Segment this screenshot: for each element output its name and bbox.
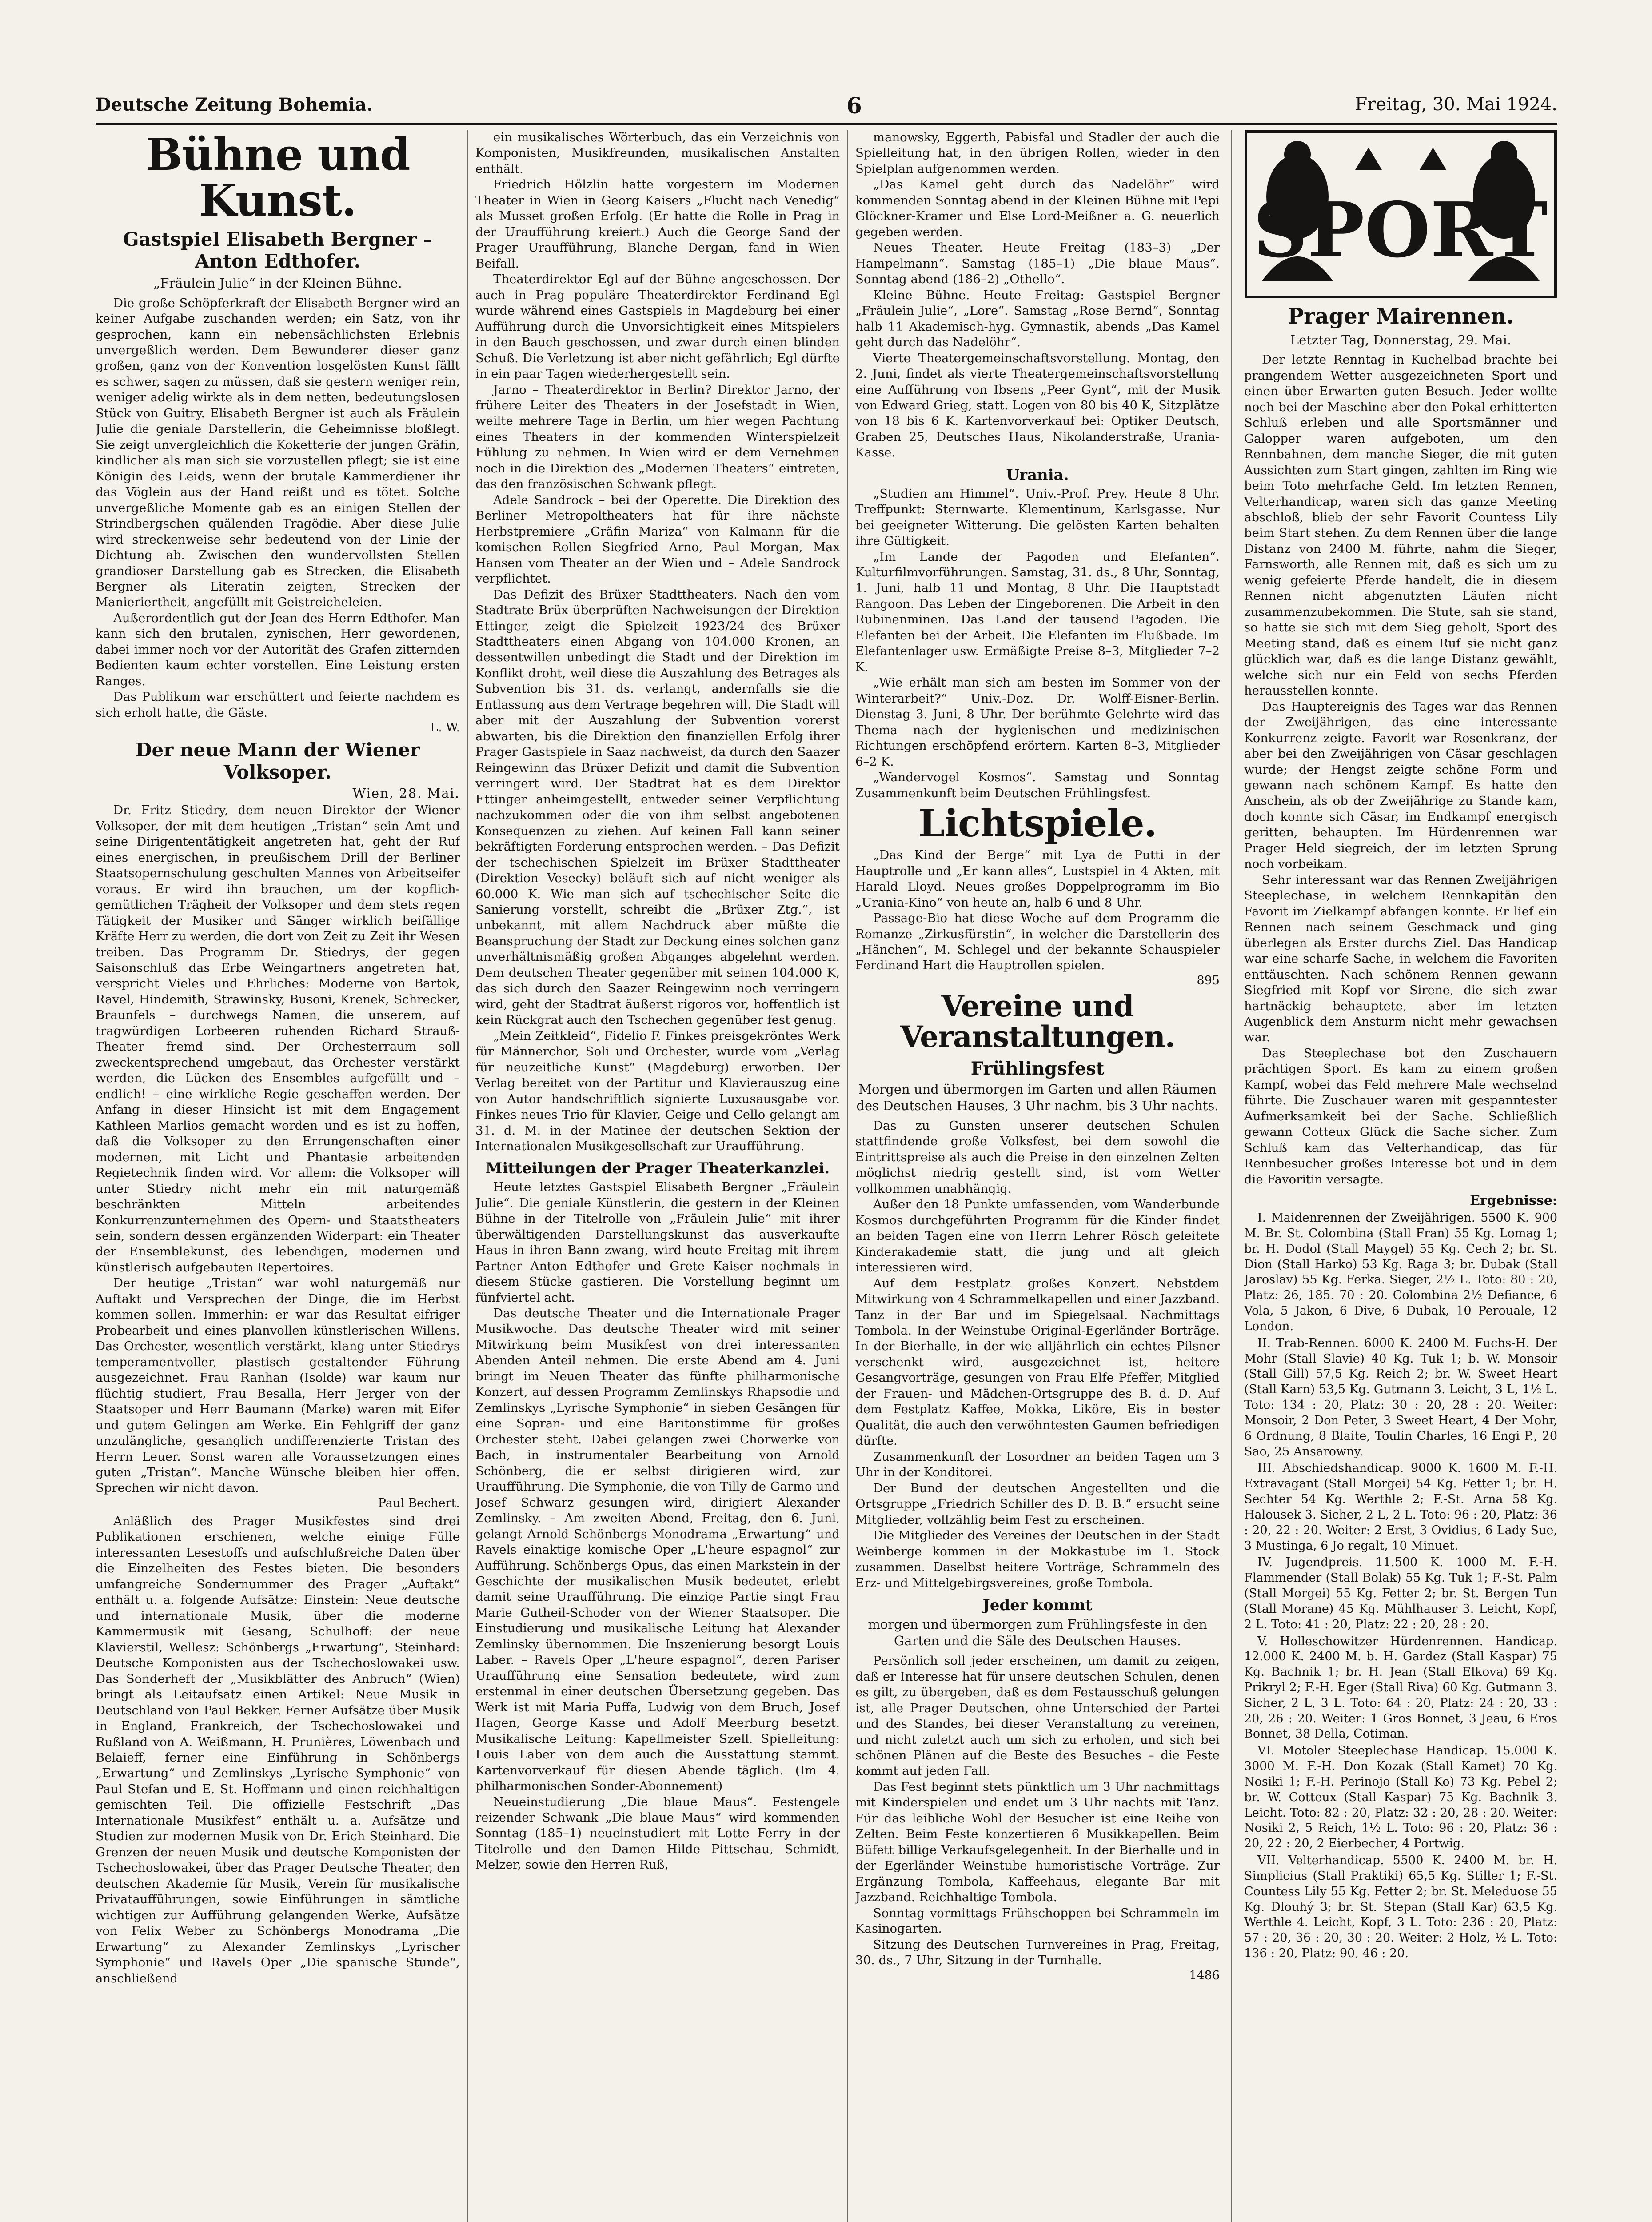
signature: Paul Bechert. [378, 1496, 460, 1510]
paragraph: Neues Theater. Heute Freitag (183–3) „Der Hampelmann“. Samstag (185–1) „Die blaue Maus“. Sonntag abend (186–2) „Othello“. [855, 240, 1220, 287]
paragraph: Neueinstudierung „Die blaue Maus“. Festengele reizender Schwank „Die blaue Maus“ wird kommenden Sonntag (185–1) neueinstudiert mit Lotte Ferry in der Titelrolle und den Damen Hilde Pittschau, Schmidt, Melzer, sowie den Herren Ruß, [475, 1794, 840, 1872]
paragraph: Das deutsche Theater und die Internationale Prager Musikwoche. Das deutsche Theater wird mit seiner Mitwirkung beim Musikfest von drei interessanten Abenden Anteil nehmen. Die erste Abend am 4. Juni bringt im Neuen Theater das fünfte philharmonische Konzert, auf dessen Programm Zemlinskys Rhapsodie und Zemlinskys „Lyrische Symphonie“ in sieben Gesängen für eine Sopran- und eine Baritonstimme für großes Orchester steht. Dabei gelangen zwei Chorwerke von Bach, in instrumentaler Bearbeitung von Arnold Schönberg, die er selbst dirigieren wird, zur Uraufführung. Die Symphonie, die von Tilly de Garmo und Josef Schwarz gesungen wird, dirigiert Alexander Zemlinsky. – Am zweiten Abend, Freitag, den 6. Juni, gelangt Arnold Schönbergs Monodrama „Erwartung“ und Ravels einaktige komische Oper „L'heure espagnol“ zur Aufführung. Schönbergs Opus, das einen Markstein in der Geschichte der musikalischen Musik bedeutet, erlebt damit seine Uraufführung. Die einzige Partie singt Frau Marie Gutheil-Schoder von der Wiener Staatsoper. Die Einstudierung und musikalische Leitung hat Alexander Zemlinsky übernommen. Die Inszenierung besorgt Louis Laber. – Ravels Oper „L'heure espagnol“, deren Pariser Uraufführung eine Sensation bedeutete, wird zum erstenmal in einer deutschen Übersetzung gegeben. Das Werk ist mit Maria Puffa, Ludwig von dem Bruch, Josef Hagen, George Kasse und Adolf Meerburg besetzt. Musikalische Leitung: Kapellmeister Szell. Spielleitung: Louis Laber von dem auch die Ausstattung stammt. Kartenvorverkauf für diesen Abende täglich. (Im 4. philharmonischen Sonder-Abonnement) [475, 1306, 840, 1794]
paragraph: ein musikalisches Wörterbuch, das ein Verzeichnis von Komponisten, Musikfreunden, musikalischen Anstalten enthält. [475, 130, 840, 176]
page-number: 6 [846, 92, 862, 119]
column-divider [467, 130, 468, 2222]
paragraph: Die Mitglieder des Vereines der Deutschen in der Stadt Weinberge kommen in der Mokkastube im 1. Stock zusammen. Daselbst heitere Vorträge, Schrammeln des Erz- und Mittelgebirgsvereines, große Tombola. [855, 1528, 1220, 1590]
paragraph: Persönlich soll jeder erscheinen, um damit zu zeigen, daß er Interesse hat für unsere deutschen Schulen, denen es gilt, zu übergeben, daß es dem Festausschuß gelungen ist, alle Prager Deutschen, ohne Unterschied der Partei und des Standes, bei dieser Veranstaltung zu vereinen, und nicht zuletzt auch um sich zu erholen, und sich bei schönen Plänen auf die Beste des Besuches – die Feste kommt auf jeden Fall. [855, 1654, 1220, 1778]
paragraph: „Wie erhält man sich am besten im Sommer von der Winterarbeit?“ Univ.-Doz. Dr. Wolff-Eisner-Berlin. Dienstag 3. Juni, 8 Uhr. Der berühmte Gelehrte wird das Thema nach der hygienischen und medizinischen Richtungen erschöpfend erörtern. Karten 8–3, Mitglieder 6–2 K. [855, 675, 1220, 769]
paragraph: Der letzte Renntag in Kuchelbad brachte bei prangendem Wetter ausgezeichneten Sport und einen über Erwarten guten Besuch. Jeder wollte noch bei der Maschine aber den Pokal erhitterten Schluß erleben und alle Sportsmänner und Galopper waren aufgeboten, um den Rennbahnen, dem manche Sieger, die mit guten Aussichten zum Start gingen, zahlten im Ring wie beim Toto mehrfache Geld. Im letzten Rennen, Velterhandicap, waren sich das ganze Meeting abschloß, blieb der sehr Favorit Countess Lily beim Start stehen. Zu dem Rennen über die lange Distanz von 2400 M. führte, nahm die Sieger, Farnsworth, alle Rennen mit, daß es sich um zu wenig gefeierte Pferde handelt, die in diesem Rennen nicht abgenutzten Läufen nicht zusammenzubekommen. Die Stute, sah sie stand, so hatte sie sich mit dem Sieg geholt, Sport des Meeting stand, daß es einem Ruf sie nicht ganz glücklich war, daß es die lange Distanz gewählt, welche sich nur ein Feld von sechs Pferden herausstellen konnte. [1244, 352, 1557, 698]
dateline: Letzter Tag, Donnerstag, 29. Mai. [1290, 332, 1512, 348]
reference-code: 895 [1197, 973, 1220, 987]
section-title: Bühne und Kunst. [145, 130, 410, 226]
paragraph: Der Bund der deutschen Angestellten und die Ortsgruppe „Friedrich Schiller des D. B. B.“ ersucht seine Mitglieder, vollzählig beim Fest zu erscheinen. [855, 1481, 1220, 1527]
paragraph: „Wandervogel Kosmos“. Samstag und Sonntag Zusammenkunft beim Deutschen Frühlingsfest. [855, 770, 1220, 800]
paragraph: Das Fest beginnt stets pünktlich um 3 Uhr nachmittags mit Kinderspielen und endet um 3 Uhr nachts mit Tanz. Für das leibliche Wohl der Besucher ist eine Reihe von Zelten. Beim Feste konzertieren 6 Musikkapellen. Beim Büfett billige Verkaufsgelegenheit. In der Bierhalle und in der Egerländer Weinstube humoristische Vorträge. Zur Ergänzung Tombola, Kaffeehaus, elegante Bar mit Jazzband. Reichhaltige Tombola. [855, 1779, 1220, 1905]
column-4 [1244, 130, 1557, 2222]
column-divider [847, 130, 848, 2222]
race-result: II. Trab-Rennen. 6000 K. 2400 M. Fuchs-H. Der Mohr (Stall Slavie) 40 Kg. Tuk 1; b. W. Monsoir (Stall Gill) 57,5 Kg. Reich 2; br. W. Sweet Heart (Stall Karn) 53,5 Kg. Gutmann 3. Leicht, 3 L, 1½ L. Toto: 134 : 20, Platz: 30 : 20, 28 : 20. Weiter: Monsoir, 2 Don Peter, 3 Sweet Heart, 4 Der Mohr, 6 Ordnung, 8 Blaite, Toulin Charles, 16 Engi P., 20 Sao, 25 Ansarowny. [1244, 1336, 1557, 1459]
race-result: V. Holleschowitzer Hürdenrennen. Handicap. 12.000 K. 2400 M. b. H. Gardez (Stall Kaspar) 75 Kg. Bachnik 1; br. H. Jean (Stall Elkova) 69 Kg. Prikryl 2; F.-H. Eger (Stall Riva) 60 Kg. Gutmann 3. Sicher, 2 L, 3 L. Toto: 64 : 20, Platz: 24 : 20, 33 : 20, 26 : 20. Weiter: 1 Gros Bonnet, 3 Jeau, 6 Eros Bonnet, 38 Della, Cotiman. [1244, 1634, 1557, 1741]
paragraph: Außerordentlich gut der Jean des Herrn Edthofer. Man kann sich den brutalen, zynischen, Herr gewordenen, dabei immer noch vor der Autorität des Grafen zitternden Bedienten kaum echter vorstellen. Eine Leistung ersten Ranges. [96, 611, 460, 688]
paragraph: Passage-Bio hat diese Woche auf dem Programm die Romanze „Zirkusfürstin“, in welcher die Darstellerin des „Hänchen“, M. Schlegel und der bekannte Schauspieler Ferdinand Hart die Hauptrollen spielen. [855, 911, 1220, 973]
subsection-heading: Mitteilungen der Prager Theaterkanzlei. [485, 1159, 830, 1178]
paper-name: Deutsche Zeitung Bohemia. [96, 94, 373, 115]
column-divider [1231, 130, 1232, 2222]
paragraph: „Das Kind der Berge“ mit Lya de Putti in der Hauptrolle und „Er kann alles“, Lustspiel in 4 Akten, mit Harald Lloyd. Neues großes Doppelprogramm im Bio „Urania-Kino“ von heute an, halb 6 und 8 Uhr. [855, 848, 1220, 910]
paragraph: Das Publikum war erschüttert und feierte nachdem es sich erholt hatte, die Gäste. [96, 690, 460, 720]
article-deck: morgen und übermorgen zum Frühlingsfeste in den Garten und die Säle des Deutschen Hauses. [868, 1616, 1207, 1649]
paragraph: Das Hauptereignis des Tages war das Rennen der Zweijährigen, das eine interessante Konkurrenz zeigte. Favorit war Rosenkranz, der aber bei den Zweijährigen von Cäsar geschlagen wurde; der Hengst zeigte schöne Form und gewann nach schönem Kampf. Es hatte den Anschein, als ob der Zweijährige zu Stande kam, doch konnte sich Cäsar, im Endkampf energisch geritten, behaupten. Im Hürdenrennen war Prager Held siegreich, der im letzten Sprung noch vorbeikam. [1244, 699, 1557, 871]
paragraph: „Mein Zeitkleid“, Fidelio F. Finkes preisgekröntes Werk für Männerchor, Soli und Orchester, wurde vom „Verlag für neuzeitliche Kunst“ (Magdeburg) erworben. Der Verlag bereitet von der Partitur und Klavierauszug eine von Autor handschriftlich signierte Luxusausgabe vor. Finkes neues Trio für Klavier, Geige und Cello gelangt am 31. d. M. in der Matinee der deutschen Sektion der Internationalen Musikgesellschaft zur Uraufführung. [475, 1028, 840, 1153]
paragraph: Der heutige „Tristan“ war wohl naturgemäß nur Auftakt und Versprechen der Dinge, die im Herbst kommen sollen. Immerhin: er war das Resultat eifriger Probearbeit und eines planvollen künstlerischen Willens. Das Orchester, wesentlich verstärkt, klang unter Stiedrys temperamentvoller, plastisch gestaltender Führung ausgezeichnet. Frau Ranhan (Isolde) war kaum nur flüchtig studiert, Frau Besalla, Herr Jerger von der Staatsoper und Herr Baumann (Marke) waren mit Eifer und gutem Gelingen am Werke. Ein Fehlgriff der ganz unzulängliche, gesanglich undifferenzierte Tristan des Herrn Leuer. Sonst waren alle Voraussetzungen eines guten „Tristan“. Manche Wünsche bleiben hier offen. Sprechen wir nicht davon. [96, 1276, 460, 1495]
subsection-heading: Urania. [1006, 466, 1069, 484]
race-results [1244, 1211, 1557, 1962]
paragraph: Sehr interessant war das Rennen Zweijährigen Steeplechase, in welchem Rennkapitän den Favorit im Zielkampf abfangen konnte. Er lief ein Rennen nach seinem Geschmack und ging überlegen als Erster durchs Ziel. Das Handicap war eine scharfe Sache, in welchem die Favoriten enttäuschten. Nach schönem Rennen gewann Siegfried mit Kopf vor Sirene, die sich zwar hartnäckig behauptete, aber im letzten Augenblick dem Ansturm nicht mehr gewachsen war. [1244, 872, 1557, 1045]
column-1 [96, 130, 460, 2222]
banner-lettering: SPORT [1253, 186, 1548, 275]
paragraph: Das Steeplechase bot den Zuschauern prächtigen Sport. Es kam zu einem großen Kampf, wobei das Feld mehrere Male wechselnd führte. Die Zuschauer waren mit gespanntester Aufmerksamkeit bei der Sache. Schließlich gewann Cotteux Glück die Sache sicher. Zum Schluß kam das Velterhandicap, das für Rennbesucher großes Interesse bot und in dem die Favoritin versagte. [1244, 1046, 1557, 1187]
paragraph: Sitzung des Deutschen Turnvereines in Prag, Freitag, 30. ds., 7 Uhr, Sitzung in der Turnhalle. [855, 1937, 1220, 1968]
paragraph: Vierte Theatergemeinschaftsvorstellung. Montag, den 2. Juni, findet als vierte Theatergemeinschaftsvorstellung eine Aufführung von Ibsens „Peer Gynt“, mit der Musik von Edward Grieg, statt. Logen von 80 bis 40 K, Sitzplätze von 18 bis 6 K. Kartenvorverkauf bei: Optiker Deutsch, Graben 25, Deutsches Haus, Nikolanderstraße, Urania-Kasse. [855, 351, 1220, 460]
paragraph: Dr. Fritz Stiedry, dem neuen Direktor der Wiener Volksoper, der mit dem heutigen „Tristan“ sein Amt und seine Dirigententätigkeit angetreten hat, geht der Ruf eines energischen, in preußischem Drill der Berliner Staatsopernschulung geschulten Mannes von Arbeitseifer voraus. Er wird ihn brauchen, um der kopflich-gemütlichen Trägheit der Volksoper und dem stets regen Tätigkeit der Musiker und Sänger wirklich beifällige Kräfte Herr zu werden, die dort von Zeit zu Zeit ihr Wesen treiben. Das Programm Dr. Stiedrys, der gegen Saisonschluß das Erbe Weingartners angetreten hat, verspricht Vieles und Ehrliches: Moderne von Bartok, Ravel, Hindemith, Strawinsky, Busoni, Krenek, Schrecker, Braunfels – durchwegs Namen, die unserem, auf tragwürdigen Lorbeeren ruhenden Richard Strauß-Theater fremd sind. Der Orchesterraum soll zweckentsprechend umgebaut, das Orchester verstärkt werden, die Lücken des Ensembles aufgefüllt und – endlich! – eine wirkliche Regie geschaffen werden. Der Anfang in dieser Hinsicht ist mit dem Engagement Kathleen Marlios gemacht worden und es ist zu hoffen, daß die Volksoper zu den Errungenschaften einer modernen, mit Licht und Phantasie arbeitenden Regietechnik finden wird. Vor allem: die Volksoper will unter Stiedry nicht mehr ein mit naturgemäß beschränkten Mitteln arbeitendes Konkurrenzunternehmen des Opern- und Staatstheaters sein, sondern dessen ergänzenden Widerpart: ein Theater der Ensemblekunst, des lebendigen, modernen und künstlerisch aufgebauten Repertoires. [96, 803, 460, 1275]
paragraph: Friedrich Hölzlin hatte vorgestern im Modernen Theater in Wien in Georg Kaisers „Flucht nach Venedig“ als Musset großen Erfolg. (Er hatte die Rolle in Prag in der Uraufführung kreiert.) Auch die George Sand der Prager Uraufführung, Blanche Dergan, fand in Wien Beifall. [475, 177, 840, 271]
article-deck: Morgen und übermorgen im Garten und allen Räumen des Deutschen Hauses, 3 Uhr nachm. bis 3 Uhr nachts. [856, 1081, 1219, 1114]
paragraph: Heute letztes Gastspiel Elisabeth Bergner „Fräulein Julie“. Die geniale Künstlerin, die gestern in der Kleinen Bühne in der Titelrolle von „Fräulein Julie“ mit ihrer überwältigenden Darstellungskunst das ausverkaufte Haus in ihren Bann zwang, wird heute Freitag mit ihrem Partner Anton Edthofer und Grete Kaiser nochmals in diesem Stücke gastieren. Die Vorstellung beginnt um fünfviertel acht. [475, 1180, 840, 1305]
reference-code: 1486 [1189, 1968, 1220, 1982]
paragraph: Das zu Gunsten unserer deutschen Schulen stattfindende große Volksfest, bei dem sowohl die Eintrittspreise als auch die Preise in den einzelnen Zelten möglichst niedrig gestellt sind, ist vom Wetter vollkommen unabhängig. [855, 1118, 1220, 1196]
results-heading: Ergebnisse: [1470, 1193, 1557, 1209]
paragraph: Kleine Bühne. Heute Freitag: Gastspiel Bergner „Fräulein Julie“, „Lore“. Samstag „Rose Bernd“, Sonntag halb 11 Akademisch-hyg. Gymnastik, abends „Das Kamel geht durch das Nadelöhr“. [855, 288, 1220, 350]
issue-date: Freitag, 30. Mai 1924. [1355, 94, 1557, 115]
header-rule [96, 123, 1557, 125]
paragraph: Das Defizit des Brüxer Stadttheaters. Nach den vom Stadtrate Brüx überprüften Nachweisungen der Direktion Ettinger, zeigt die Spielzeit 1923/24 des Brüxer Stadttheaters einen Abgang von 104.000 Kronen, an dessentwillen unbedingt die Stadt und der Direktion im Konflikt droht, weil diese die Auszahlung des Betrages als Subvention bis 31. ds. verlangt, andernfalls sie die Entlassung aus dem Vertrage begehren will. Die Stadt will aber mit der Auszahlung der Subvention vorerst abwarten, bis die Direktion den finanziellen Erfolg ihrer Prager Gastspiele in Saaz nachweist, da durch den Saazer Reingewinn das Brüxer Defizit und damit die Subvention verringert wird. Der Stadtrat hat es dem Direktor Ettinger anheimgestellt, entweder seiner Verpflichtung nachzukommen oder die von ihm selbst angebotenen Konsequenzen zu ziehen. Auf keinen Fall kann seiner bekräftigten Forderung entsprochen werden. – Das Defizit der tschechischen Spielzeit im Brüxer Stadttheater (Direktion Vesecky) beläuft sich auf nicht weniger als 60.000 K. Wie man sich auf tschechischer Seite die Sanierung vorstellt, schreibt die „Brüxer Ztg.“, ist unbekannt, mit allem Nachdruck aber müßte die Beanspruchung der Stadt zur Deckung eines solchen ganz unverhältnismäßig großen Abganges abgelehnt werden. Dem deutschen Theater gegenüber mit seinen 104.000 K, das sich durch den Saazer Reingewinn noch verringern wird, geht der Stadtrat äußerst rigoros vor, hoffentlich ist kein Rückgrat auch den Tschechen gegenüber fest genug. [475, 587, 840, 1027]
section-title: Lichtspiele. [918, 801, 1157, 846]
paragraph: manowsky, Eggerth, Pabisfal und Stadler der auch die Spielleitung hat, in den übrigen Rollen, wieder in den Spielplan aufgenommen werden. [855, 130, 1220, 176]
paragraph: Anläßlich des Prager Musikfestes sind drei Publikationen erschienen, welche einige Fülle interessanten Lesestoffs und aufschlußreiche Daten über die Einzelheiten des Festes bieten. Die besonders umfangreiche Sondernummer des Prager „Auftakt“ enthält u. a. folgende Aufsätze: Einstein: Neue deutsche und internationale Musik, über die moderne Kammermusik mit Gesang, Schulhoff: der neue Klavierstil, Wellesz: Schönbergs „Erwartung“, Steinhard: Deutsche Komponisten aus der Tschechoslowakei usw. Das Sonderheft der „Musikblätter des Anbruch“ (Wien) bringt als Leitaufsatz einen Artikel: Neue Musik in Deutschland von Paul Bekker. Ferner Aufsätze über Musik in England, Frankreich, der Tschechoslowakei und Rußland von A. Weißmann, H. Prunières, Löwenbach und Belaieff, ferner eine Einführung in Schönbergs „Erwartung“ und Zemlinskys „Lyrische Symphonie“ von Paul Stefan und E. St. Hoffmann und einen reichhaltigen gemischten Teil. Die offizielle Festschrift „Das Internationale Musikfest“ enthält u. a. Aufsätze und Studien zur modernen Musik von Dr. Erich Steinhard. Die Grenzen der neuen Musik und deutsche Komponisten der Tschechoslowakei, über das Prager Deutsche Theater, den deutschen Akademie für Musik, Verein für musikalische Privataufführungen, sowie Einführungen in sämtliche wichtigen zur Aufführung gelangenden Werke, Aufsätze von Felix Weber zu Schönbergs Monodrama „Die Erwartung“ zu Alexander Zemlinskys „Lyrischer Symphonie“ und Ravels Oper „Die spanische Stunde“, anschließend [96, 1514, 460, 1986]
paragraph: Auf dem Festplatz großes Konzert. Nebstdem Mitwirkung von 4 Schrammelkapellen und einer Jazzband. Tanz in der Bar und im Spiegelsaal. Nachmittags Tombola. In der Weinstube Original-Egerländer Borträge. In der Bierhalle, in der wie alljährlich ein echtes Pilsner verschenkt wird, ausgezeichnet ist, heitere Gesangvorträge, gesungen von Frau Elfe Pfeffer, Mitglied der Frauen- und Mädchen-Ortsgruppe des B. d. D. Auf dem Festplatz Kaffee, Mokka, Liköre, Eis in bester Qualität, die auch den verwöhntesten Gaumen befriedigen dürfte. [855, 1276, 1220, 1448]
race-result: VII. Velterhandicap. 5500 K. 2400 M. br. H. Simplicius (Stall Praktiki) 65,5 Kg. Stiller 1; F.-St. Countess Lily 55 Kg. Fetter 2; br. St. Meleduose 55 Kg. Dlouhý 3; br. St. Stepan (Stall Kar) 63,5 Kg. Werthle 4. Leicht, Kopf, 3 L. Toto: 236 : 20, Platz: 57 : 20, 36 : 20, 30 : 20. Weiter: 2 Holz, ½ L. Toto: 136 : 20, Platz: 90, 46 : 20. [1244, 1854, 1557, 1961]
paragraph: Außer den 18 Punkte umfassenden, vom Wanderbunde Kosmos durchgeführten Programm für die Kinder findet an beiden Tagen eine von Herrn Lehrer Rösch geleitete Kinderakademie statt, die jung und alt gleich interessieren wird. [855, 1197, 1220, 1275]
column-2 [475, 130, 840, 2222]
race-result: I. Maidenrennen der Zweijährigen. 5500 K. 900 M. Br. St. Colombina (Stall Fran) 55 Kg. Lomag 1; br. H. Dodol (Stall Maygel) 55 Kg. Cech 2; br. St. Dion (Stall Harko) 53 Kg. Raga 3; br. Dubak (Stall Jaroslav) 55 Kg. Ferka. Sieger, 2½ L. Toto: 80 : 20, Platz: 26, 185. 70 : 20. Colombina 2½ Defiance, 6 Vola, 5 Jakon, 6 Dive, 6 Dubak, 10 Perouale, 12 London. [1244, 1211, 1557, 1333]
subsection-heading: Frühlingsfest [970, 1058, 1105, 1079]
running-header [96, 94, 1557, 121]
subsection-heading: Jeder kommt [982, 1596, 1093, 1614]
paragraph: Zusammenkunft der Losordner an beiden Tagen um 3 Uhr in der Konditorei. [855, 1449, 1220, 1480]
paragraph: „Das Kamel geht durch das Nadelöhr“ wird kommenden Sonntag abend in der Kleinen Bühne mit Pepi Glöckner-Kramer und Else Lord-Meißner a. G. neuerlich gegeben werden. [855, 177, 1220, 239]
paragraph: „Studien am Himmel“. Univ.-Prof. Prey. Heute 8 Uhr. Treffpunkt: Sternwarte. Klementinum, Karlsgasse. Nur bei geeigneter Witterung. Die gelösten Karten behalten ihre Gültigkeit. [855, 486, 1220, 548]
paragraph: „Im Lande der Pagoden und Elefanten“. Kulturfilmvorführungen. Samstag, 31. ds., 8 Uhr, Sonntag, 1. Juni, halb 11 und Montag, 8 Uhr. Die Hauptstadt Rangoon. Das Leben der Eingeborenen. Die Arbeit in den Rubinenminen. Das Land der tausend Pagoden. Die Elefanten bei der Arbeit. Die Elefanten im Flußbade. Im Elefantenlager usw. Ermäßigte Preise 8–3, Mitglieder 7–2 K. [855, 549, 1220, 674]
article-deck: „Fräulein Julie“ in der Kleinen Bühne. [153, 275, 402, 291]
signature: L. W. [430, 721, 460, 735]
article-headline: Gastspiel Elisabeth Bergner – Anton Edthofer. [123, 228, 433, 272]
paragraph: Sonntag vormittags Frühschoppen bei Schrammeln im Kasinogarten. [855, 1906, 1220, 1936]
race-result: VI. Motoler Steeplechase Handicap. 15.000 K. 3000 M. F.-H. Don Kozak (Stall Kamet) 70 Kg. Nosiki 1; F.-H. Perinojo (Stall Ko) 73 Kg. Pebel 2; br. W. Cotteux (Stall Kaspar) 75 Kg. Bachnik 3. Leicht. Toto: 82 : 20, Platz: 32 : 20, 28 : 20. Weiter: Nosiki 2, 5 Reich, 1½ L. Toto: 96 : 20, Platz: 36 : 20, 22 : 20, 2 Eierbecher, 4 Portwig. [1244, 1744, 1557, 1851]
article-headline: Prager Mairennen. [1288, 304, 1514, 329]
article-headline: Der neue Mann der Wiener Volksoper. [136, 739, 420, 783]
sport-banner-illustration [1244, 130, 1557, 299]
section-title: Vereine und Veranstaltungen. [900, 988, 1175, 1055]
paragraph: Die große Schöpferkraft der Elisabeth Bergner wird an keiner Aufgabe zuschanden werden; ein Satz, von ihr gesprochen, kann ein nebensächlichsten Erlebnis unvergeßlich werden. Dem Bewunderer dieser ganz großen, ganz von der Konvention losgelösten Kunst fällt es schwer, sagen zu müssen, daß sie gestern weniger rein, weniger adelig wirkte als in dem netten, bedeutungslosen Stück von Guitry. Elisabeth Bergner ist auch als Fräulein Julie die geniale Darstellerin, die Geheimnisse bloßlegt. Sie zeigt unvergleichlich die Koketterie der jungen Gräfin, kindlicher als man sich sie vorzustellen pflegt; sie ist eine Königin des Leids, wenn der brutale Kammerdiener ihr das Vöglein aus der Hand reißt und es tötet. Solche unvergeßliche Momente gab es an einigen Stellen der Strindbergschen quälenden Tragödie. Aber diese Julie wird streckenweise sehr bedeutend von der Linie der Dichtung ab. Zwischen den wundervollsten Stellen grandioser Darstellung gab es Strecken, die Elisabeth Bergner als Literatin zeigten, Strecken der Manieriertheit, angefüllt mit Geistreicheleien. [96, 296, 460, 610]
race-result: IV. Jugendpreis. 11.500 K. 1000 M. F.-H. Flammender (Stall Bolak) 55 Kg. Tuk 1; F.-St. Palm (Stall Morgei) 55 Kg. Fetter 2; br. St. Bergen Tun (Stall Morane) 45 Kg. Mühlhauser 3. Leicht, Kopf, 2 L. Toto: 41 : 20, Platz: 22 : 20, 28 : 20. [1244, 1555, 1557, 1631]
paragraph: Adele Sandrock – bei der Operette. Die Direktion des Berliner Metropoltheaters hat für ihre nächste Herbstpremiere „Gräfin Mariza“ von Kalmann für die komischen Rollen Siegfried Arno, Paul Morgan, Max Hansen vom Theater an der Wien und – Adele Sandrock verpflichtet. [475, 492, 840, 586]
column-3 [855, 130, 1220, 2222]
paragraph: Jarno – Theaterdirektor in Berlin? Direktor Jarno, der frühere Leiter des Theaters in der Josefstadt in Wien, weilte mehrere Tage in Berlin, um hier wegen Pachtung eines Theaters in der kommenden Winterspielzeit Fühlung zu nehmen. In Wien wird er dem Vernehmen noch in die Direktion des „Modernen Theaters“ eintreten, das den französischen Schwank pflegt. [475, 382, 840, 492]
race-result: III. Abschiedshandicap. 9000 K. 1600 M. F.-H. Extravagant (Stall Morgei) 54 Kg. Fetter 1; br. H. Sechter 54 Kg. Werthle 2; F.-St. Arna 58 Kg. Halousek 3. Sicher, 2 L, 2 L. Toto: 96 : 20, Platz: 36 : 20, 22 : 20. Weiter: 2 Erst, 3 Ovidius, 6 Lady Sue, 3 Mustinga, 6 Jo regalt, 10 Minuet. [1244, 1461, 1557, 1553]
dateline: Wien, 28. Mai. [352, 786, 460, 801]
paragraph: Theaterdirektor Egl auf der Bühne angeschossen. Der auch in Prag populäre Theaterdirektor Ferdinand Egl wurde während eines Gastspiels in Magdeburg bei einer Aufführung durch die Unvorsichtigkeit eines Mitspielers in den Bauch geschossen, und zwar durch einen blinden Schuß. Die Verletzung ist aber nicht gefährlich; Egl dürfte in ein paar Tagen wiederhergestellt sein. [475, 272, 840, 381]
